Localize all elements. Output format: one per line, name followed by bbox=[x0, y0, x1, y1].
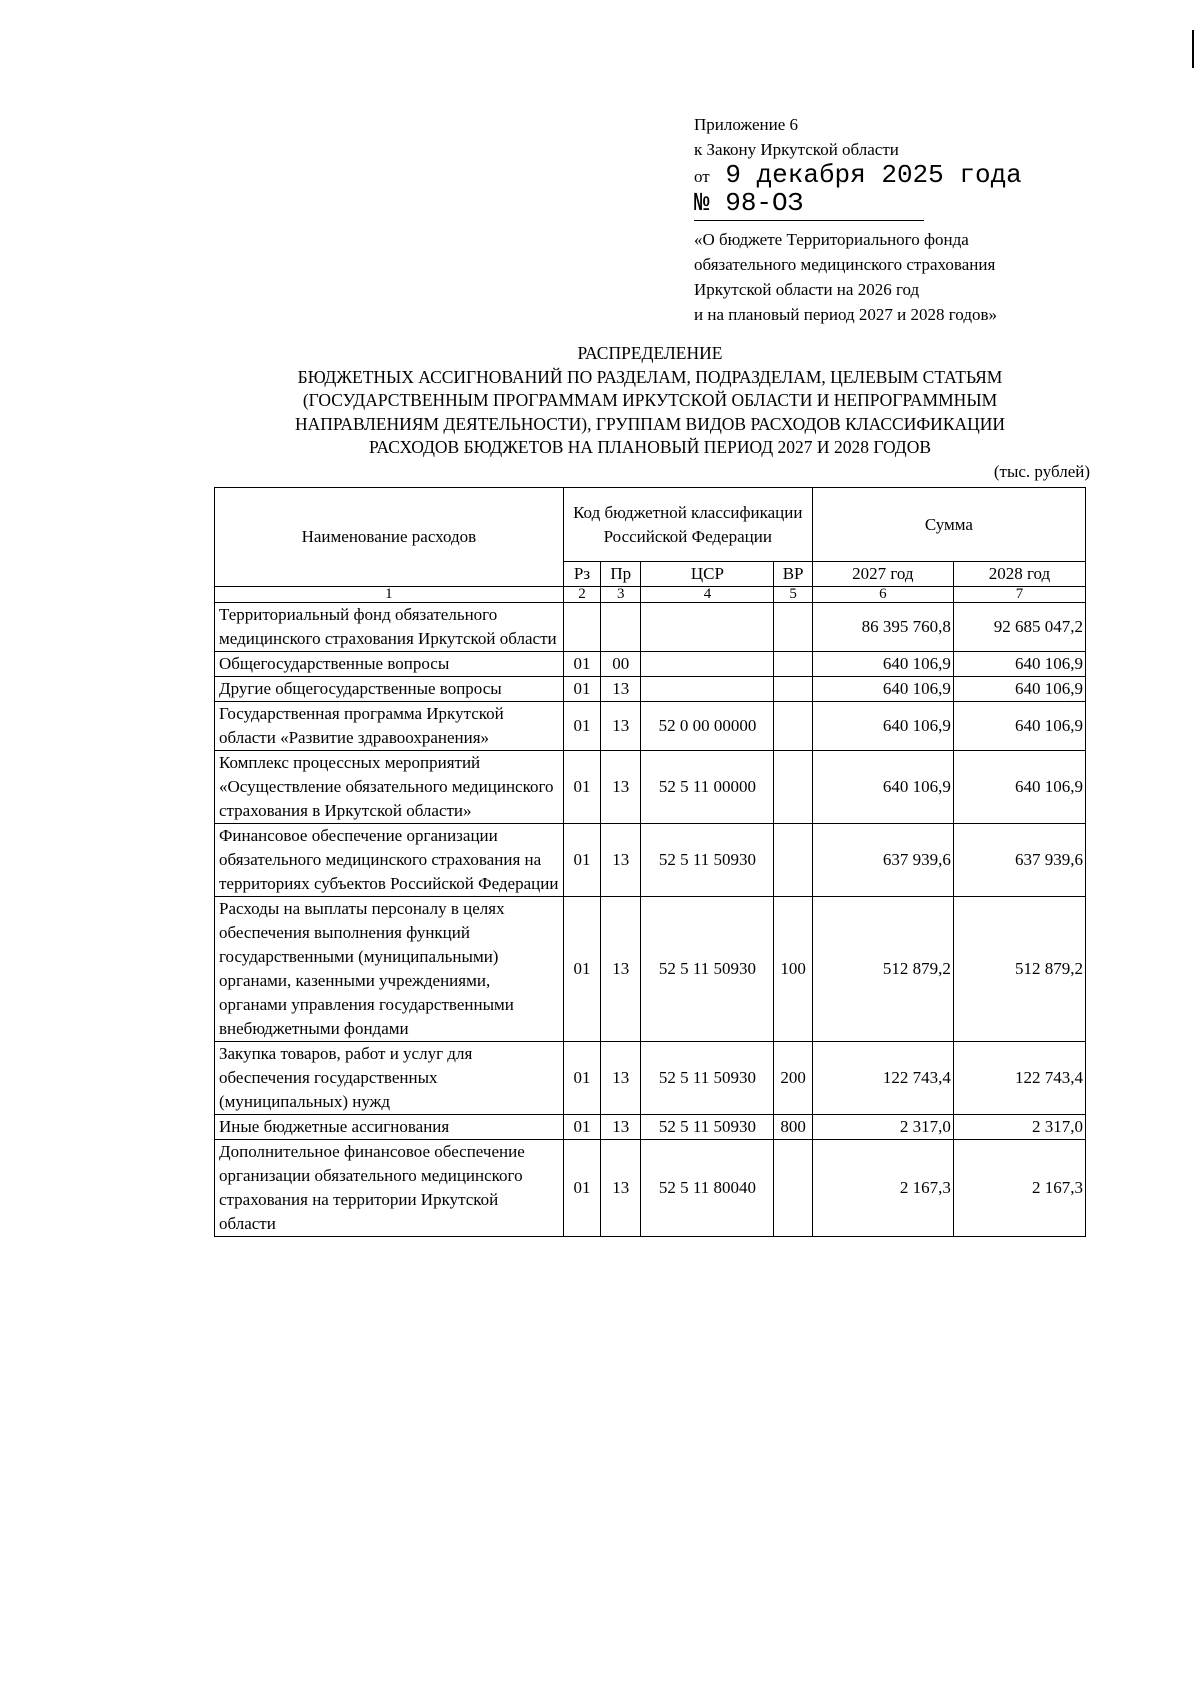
header-code-group: Код бюджетной классификации Российской Федерации bbox=[563, 488, 812, 562]
title-line: РАСХОДОВ БЮДЖЕТОВ НА ПЛАНОВЫЙ ПЕРИОД 2027 И 2028 ГОДОВ bbox=[368, 437, 932, 457]
row-name: Другие общегосударственные вопросы bbox=[215, 677, 564, 702]
column-index: 7 bbox=[953, 587, 1085, 603]
row-sum-2028: 92 685 047,2 bbox=[953, 603, 1085, 652]
header-name: Наименование расходов bbox=[215, 488, 564, 587]
table-row bbox=[215, 603, 1086, 652]
row-name: Комплекс процессных мероприятий «Осуществление обязательного медицинского страхования в Иркутской области» bbox=[215, 751, 564, 824]
row-sum-2027: 640 106,9 bbox=[812, 751, 953, 824]
row-pr bbox=[601, 603, 641, 652]
row-name: Территориальный фонд обязательного медицинского страхования Иркутской области bbox=[215, 603, 564, 652]
row-pr: 13 bbox=[601, 1140, 641, 1237]
row-csr: 52 5 11 50930 bbox=[641, 1042, 774, 1115]
table-row bbox=[215, 1042, 1086, 1115]
row-sum-2028: 640 106,9 bbox=[953, 652, 1085, 677]
column-index: 6 bbox=[812, 587, 953, 603]
row-pr: 13 bbox=[601, 897, 641, 1042]
law-number-line bbox=[694, 190, 1144, 216]
law-title-line: «О бюджете Территориального фонда bbox=[694, 230, 969, 249]
row-vr bbox=[774, 751, 812, 824]
row-name: Расходы на выплаты персоналу в целях обеспечения выполнения функций государственными (муниципальными) органами, казенными учреждениями, органами управления государственными внебюджетными фондами bbox=[215, 897, 564, 1042]
title-line: (ГОСУДАРСТВЕННЫМ ПРОГРАММАМ ИРКУТСКОЙ ОБЛАСТИ И НЕПРОГРАММНЫМ bbox=[302, 390, 998, 410]
law-title-line: и на плановый период 2027 и 2028 годов» bbox=[694, 305, 997, 324]
table-row bbox=[215, 751, 1086, 824]
row-rz bbox=[563, 603, 600, 652]
row-csr bbox=[641, 677, 774, 702]
units-label: (тыс. рублей) bbox=[993, 462, 1090, 481]
budget-table bbox=[214, 487, 1086, 1237]
row-sum-2028: 2 167,3 bbox=[953, 1140, 1085, 1237]
table-row bbox=[215, 677, 1086, 702]
row-csr: 52 0 00 00000 bbox=[641, 702, 774, 751]
column-index: 3 bbox=[601, 587, 641, 603]
title-line: РАСПРЕДЕЛЕНИЕ bbox=[577, 343, 723, 363]
row-rz: 01 bbox=[563, 652, 600, 677]
law-date-line bbox=[694, 162, 1144, 190]
column-index: 1 bbox=[215, 587, 564, 603]
scan-edge-mark bbox=[1192, 30, 1194, 68]
row-vr bbox=[774, 652, 812, 677]
row-sum-2027: 637 939,6 bbox=[812, 824, 953, 897]
row-name: Иные бюджетные ассигнования bbox=[215, 1115, 564, 1140]
row-vr: 200 bbox=[774, 1042, 812, 1115]
row-csr: 52 5 11 50930 bbox=[641, 824, 774, 897]
row-pr: 13 bbox=[601, 824, 641, 897]
row-sum-2027: 640 106,9 bbox=[812, 652, 953, 677]
header-2028: 2028 год bbox=[953, 562, 1085, 587]
row-rz: 01 bbox=[563, 824, 600, 897]
row-rz: 01 bbox=[563, 1140, 600, 1237]
row-sum-2027: 640 106,9 bbox=[812, 677, 953, 702]
row-sum-2028: 2 317,0 bbox=[953, 1115, 1085, 1140]
row-csr: 52 5 11 50930 bbox=[641, 1115, 774, 1140]
appendix-header bbox=[694, 112, 1144, 327]
header-2027: 2027 год bbox=[812, 562, 953, 587]
header-csr: ЦСР bbox=[641, 562, 774, 587]
row-sum-2027: 2 167,3 bbox=[812, 1140, 953, 1237]
row-vr bbox=[774, 824, 812, 897]
row-rz: 01 bbox=[563, 677, 600, 702]
row-sum-2028: 640 106,9 bbox=[953, 677, 1085, 702]
table-row bbox=[215, 824, 1086, 897]
number-prefix: № bbox=[694, 188, 710, 218]
table-row bbox=[215, 1140, 1086, 1237]
row-sum-2027: 2 317,0 bbox=[812, 1115, 953, 1140]
row-rz: 01 bbox=[563, 897, 600, 1042]
row-sum-2028: 122 743,4 bbox=[953, 1042, 1085, 1115]
row-rz: 01 bbox=[563, 702, 600, 751]
row-vr: 100 bbox=[774, 897, 812, 1042]
row-csr bbox=[641, 652, 774, 677]
row-name: Общегосударственные вопросы bbox=[215, 652, 564, 677]
law-reference: к Закону Иркутской области bbox=[694, 140, 899, 159]
header-pr: Пр bbox=[601, 562, 641, 587]
row-rz: 01 bbox=[563, 1115, 600, 1140]
row-name: Дополнительное финансовое обеспечение организации обязательного медицинского страхования на территории Иркутской области bbox=[215, 1140, 564, 1237]
row-csr bbox=[641, 603, 774, 652]
row-sum-2028: 640 106,9 bbox=[953, 702, 1085, 751]
row-sum-2027: 86 395 760,8 bbox=[812, 603, 953, 652]
row-name: Финансовое обеспечение организации обязательного медицинского страхования на территориях субъектов Российской Федерации bbox=[215, 824, 564, 897]
row-sum-2027: 512 879,2 bbox=[812, 897, 953, 1042]
row-vr bbox=[774, 603, 812, 652]
row-sum-2027: 122 743,4 bbox=[812, 1042, 953, 1115]
header-vr: ВР bbox=[774, 562, 812, 587]
law-title-line: обязательного медицинского страхования bbox=[694, 255, 996, 274]
row-rz: 01 bbox=[563, 751, 600, 824]
row-pr: 00 bbox=[601, 652, 641, 677]
row-csr: 52 5 11 50930 bbox=[641, 897, 774, 1042]
row-name: Государственная программа Иркутской области «Развитие здравоохранения» bbox=[215, 702, 564, 751]
row-csr: 52 5 11 00000 bbox=[641, 751, 774, 824]
row-pr: 13 bbox=[601, 751, 641, 824]
row-vr bbox=[774, 1140, 812, 1237]
table-row bbox=[215, 1115, 1086, 1140]
title-line: БЮДЖЕТНЫХ АССИГНОВАНИЙ ПО РАЗДЕЛАМ, ПОДРАЗДЕЛАМ, ЦЕЛЕВЫМ СТАТЬЯМ bbox=[297, 366, 1003, 387]
table-row bbox=[215, 897, 1086, 1042]
row-rz: 01 bbox=[563, 1042, 600, 1115]
law-number: 98-ОЗ bbox=[725, 188, 804, 218]
signature-rule bbox=[694, 220, 924, 221]
appendix-number: Приложение 6 bbox=[694, 115, 798, 134]
row-vr: 800 bbox=[774, 1115, 812, 1140]
row-sum-2028: 512 879,2 bbox=[953, 897, 1085, 1042]
column-index: 2 bbox=[563, 587, 600, 603]
law-date: 9 декабря 2025 года bbox=[725, 160, 1022, 190]
row-vr bbox=[774, 702, 812, 751]
row-pr: 13 bbox=[601, 1115, 641, 1140]
header-rz: Рз bbox=[563, 562, 600, 587]
row-pr: 13 bbox=[601, 702, 641, 751]
column-index: 4 bbox=[641, 587, 774, 603]
table-row bbox=[215, 702, 1086, 751]
row-vr bbox=[774, 677, 812, 702]
law-title-line: Иркутской области на 2026 год bbox=[694, 280, 920, 299]
column-index-row bbox=[215, 587, 1086, 603]
row-sum-2028: 640 106,9 bbox=[953, 751, 1085, 824]
row-pr: 13 bbox=[601, 677, 641, 702]
column-index: 5 bbox=[774, 587, 812, 603]
table-row bbox=[215, 652, 1086, 677]
row-sum-2027: 640 106,9 bbox=[812, 702, 953, 751]
row-csr: 52 5 11 80040 bbox=[641, 1140, 774, 1237]
title-line: НАПРАВЛЕНИЯМ ДЕЯТЕЛЬНОСТИ), ГРУППАМ ВИДОВ РАСХОДОВ КЛАССИФИКАЦИИ bbox=[294, 413, 1006, 434]
row-pr: 13 bbox=[601, 1042, 641, 1115]
row-sum-2028: 637 939,6 bbox=[953, 824, 1085, 897]
document-title bbox=[200, 342, 1100, 460]
row-name: Закупка товаров, работ и услуг для обеспечения государственных (муниципальных) нужд bbox=[215, 1042, 564, 1115]
header-sum-group: Сумма bbox=[812, 488, 1085, 562]
date-prefix: от bbox=[694, 167, 710, 186]
